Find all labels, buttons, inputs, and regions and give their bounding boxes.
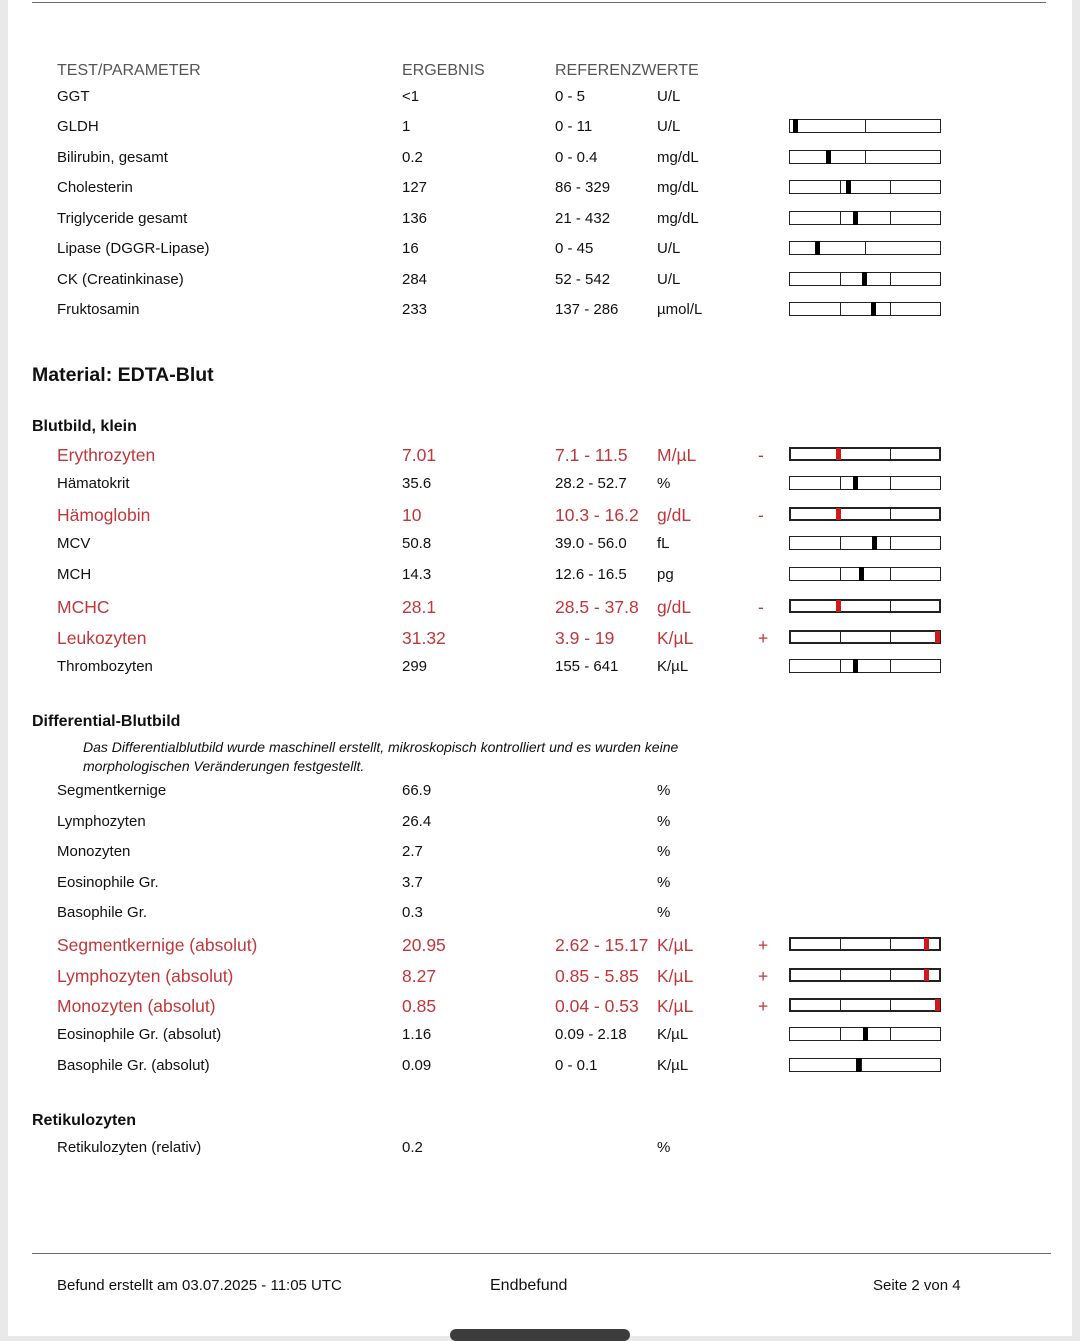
value-marker [924, 938, 929, 950]
range-bar-tick [890, 568, 891, 580]
unit: % [657, 843, 671, 860]
unit: U/L [657, 240, 681, 257]
reference-range: 39.0 - 56.0 [555, 535, 627, 552]
result-row [0, 655, 1080, 679]
result-value: 28.1 [402, 597, 437, 617]
result-row [0, 85, 1080, 109]
result-row [0, 810, 1080, 834]
range-bar [789, 1027, 941, 1041]
reference-range: 12.6 - 16.5 [555, 566, 627, 583]
range-bar-tick [890, 970, 891, 980]
value-marker [853, 659, 858, 673]
range-bar [789, 536, 941, 550]
range-bar-tick [840, 537, 841, 549]
scroll-handle[interactable] [450, 1329, 630, 1341]
result-row [0, 176, 1080, 200]
test-name: Lipase (DGGR-Lipase) [57, 240, 210, 257]
reference-range: 0 - 45 [555, 240, 594, 257]
value-marker [924, 969, 929, 981]
range-bar [789, 567, 941, 581]
value-marker [853, 211, 858, 225]
unit: % [657, 1139, 671, 1156]
reference-range: 0 - 0.4 [555, 149, 598, 166]
range-bar-tick [840, 939, 841, 949]
result-value: 20.95 [402, 935, 446, 955]
unit: % [657, 475, 671, 492]
reference-range: 21 - 432 [555, 210, 611, 227]
test-name: MCHC [57, 597, 110, 617]
value-marker [863, 1027, 868, 1041]
range-bar-tick [840, 632, 841, 642]
test-name: Segmentkernige [57, 782, 167, 799]
range-bar-tick [865, 151, 866, 163]
footer-status: Endbefund [490, 1277, 568, 1294]
result-row [0, 503, 1080, 527]
range-bar [789, 659, 941, 673]
value-marker [859, 567, 864, 581]
range-bar-tick [840, 970, 841, 980]
value-marker [871, 302, 876, 316]
test-name: Hämatokrit [57, 475, 130, 492]
unit: U/L [657, 118, 681, 135]
value-marker [836, 448, 841, 460]
unit: g/dL [657, 505, 692, 525]
result-value: 31.32 [402, 628, 446, 648]
test-name: Lymphozyten [57, 813, 146, 830]
range-bar-tick [890, 181, 891, 193]
flag: - [758, 445, 764, 465]
range-bar [789, 302, 941, 316]
result-value: 3.7 [402, 874, 423, 891]
range-bar [789, 937, 941, 951]
result-value: 1 [402, 118, 411, 135]
unit: K/µL [657, 658, 689, 675]
blutbild-heading: Blutbild, klein [32, 418, 137, 435]
test-name: Monozyten (absolut) [57, 996, 216, 1016]
value-marker [935, 631, 940, 643]
range-bar-tick [890, 212, 891, 224]
value-marker [815, 241, 820, 255]
test-name: Erythrozyten [57, 445, 156, 465]
result-value: 26.4 [402, 813, 432, 830]
range-bar-tick [840, 568, 841, 580]
reference-range: 28.5 - 37.8 [555, 597, 639, 617]
result-row [0, 115, 1080, 139]
result-value: 233 [402, 301, 428, 318]
unit: K/µL [657, 935, 694, 955]
test-name: CK (Creatinkinase) [57, 271, 184, 288]
unit: K/µL [657, 966, 694, 986]
value-marker [793, 119, 798, 133]
range-bar [789, 180, 941, 194]
reference-range: 155 - 641 [555, 658, 619, 675]
result-value: 7.01 [402, 445, 437, 465]
range-bar [789, 272, 941, 286]
unit: M/µL [657, 445, 697, 465]
result-value: 299 [402, 658, 428, 675]
range-bar-tick [840, 303, 841, 315]
unit: U/L [657, 271, 681, 288]
range-bar-tick [865, 242, 866, 254]
result-value: <1 [402, 88, 420, 105]
result-value: 2.7 [402, 843, 423, 860]
result-value: 35.6 [402, 475, 432, 492]
range-bar [789, 476, 941, 490]
range-bar-tick [840, 1028, 841, 1040]
result-row [0, 237, 1080, 261]
header-reference: REFERENZWERTE [555, 62, 699, 79]
result-value: 1.16 [402, 1026, 432, 1043]
unit: K/µL [657, 1026, 689, 1043]
range-bar-tick [840, 477, 841, 489]
result-row [0, 1054, 1080, 1078]
range-bar-tick [840, 181, 841, 193]
result-value: 0.2 [402, 149, 423, 166]
value-marker [853, 476, 858, 490]
result-row [0, 298, 1080, 322]
range-bar [789, 447, 941, 461]
range-bar [789, 211, 941, 225]
flag: - [758, 505, 764, 525]
test-name: Leukozyten [57, 628, 147, 648]
test-name: GGT [57, 88, 90, 105]
reference-range: 3.9 - 19 [555, 628, 615, 648]
result-value: 50.8 [402, 535, 432, 552]
reference-range: 86 - 329 [555, 179, 611, 196]
value-marker [826, 150, 831, 164]
reference-range: 10.3 - 16.2 [555, 505, 639, 525]
footer-rule [32, 1253, 1051, 1254]
test-name: Basophile Gr. [57, 904, 148, 921]
result-row [0, 443, 1080, 467]
range-bar [789, 119, 941, 133]
range-bar-tick [890, 509, 891, 519]
range-bar-tick [890, 939, 891, 949]
range-bar-tick [890, 449, 891, 459]
test-name: Retikulozyten (relativ) [57, 1139, 202, 1156]
range-bar-tick [890, 303, 891, 315]
range-bar-tick [865, 120, 866, 132]
range-bar-tick [840, 1000, 841, 1010]
unit: mg/dL [657, 149, 699, 166]
range-bar-tick [840, 273, 841, 285]
unit: % [657, 874, 671, 891]
result-row [0, 472, 1080, 496]
range-bar-tick [861, 1059, 862, 1071]
result-value: 14.3 [402, 566, 432, 583]
range-bar-tick [890, 537, 891, 549]
range-bar [789, 241, 941, 255]
result-value: 0.85 [402, 996, 437, 1016]
value-marker [856, 1058, 861, 1072]
result-row [0, 626, 1080, 650]
result-row [0, 871, 1080, 895]
flag: - [758, 597, 764, 617]
result-value: 0.2 [402, 1139, 423, 1156]
unit: mg/dL [657, 179, 699, 196]
test-name: Eosinophile Gr. [57, 874, 159, 891]
unit: U/L [657, 88, 681, 105]
value-marker [935, 999, 940, 1011]
range-bar [789, 1058, 941, 1072]
range-bar-tick [890, 1000, 891, 1010]
reference-range: 0.04 - 0.53 [555, 996, 639, 1016]
unit: µmol/L [657, 301, 703, 318]
result-row [0, 207, 1080, 231]
unit: g/dL [657, 597, 692, 617]
result-row [0, 994, 1080, 1018]
result-row [0, 779, 1080, 803]
reference-range: 2.62 - 15.17 [555, 935, 649, 955]
value-marker [862, 272, 867, 286]
result-row [0, 563, 1080, 587]
unit: % [657, 904, 671, 921]
unit: pg [657, 566, 674, 583]
material-heading: Material: EDTA-Blut [32, 364, 214, 386]
result-value: 136 [402, 210, 428, 227]
reference-range: 28.2 - 52.7 [555, 475, 627, 492]
range-bar [789, 150, 941, 164]
range-bar-tick [840, 212, 841, 224]
test-name: Cholesterin [57, 179, 133, 196]
result-row [0, 964, 1080, 988]
result-value: 127 [402, 179, 428, 196]
result-row [0, 146, 1080, 170]
test-name: Triglyceride gesamt [57, 210, 188, 227]
reference-range: 52 - 542 [555, 271, 611, 288]
range-bar-tick [890, 477, 891, 489]
reference-range: 7.1 - 11.5 [555, 445, 628, 465]
result-row [0, 595, 1080, 619]
unit: K/µL [657, 1057, 689, 1074]
footer-page: Seite 2 von 4 [873, 1277, 961, 1294]
unit: mg/dL [657, 210, 699, 227]
test-name: Lymphozyten (absolut) [57, 966, 234, 986]
header-result: ERGEBNIS [402, 62, 485, 79]
test-name: Thrombozyten [57, 658, 153, 675]
test-name: Monozyten [57, 843, 131, 860]
result-value: 8.27 [402, 966, 437, 986]
reference-range: 0.09 - 2.18 [555, 1026, 627, 1043]
test-name: Eosinophile Gr. (absolut) [57, 1026, 222, 1043]
value-marker [836, 600, 841, 612]
differential-note: Das Differentialblutbild wurde maschinell erstellt, mikroskopisch kontrolliert und es wurden keine morphologischen Veränderungen festgestellt. [83, 739, 679, 774]
result-value: 0.09 [402, 1057, 432, 1074]
test-name: Segmentkernige (absolut) [57, 935, 258, 955]
test-name: MCH [57, 566, 92, 583]
result-row [0, 933, 1080, 957]
test-name: Bilirubin, gesamt [57, 149, 168, 166]
range-bar [789, 507, 941, 521]
test-name: MCV [57, 535, 91, 552]
unit: K/µL [657, 628, 694, 648]
value-marker [872, 536, 877, 550]
range-bar-tick [890, 273, 891, 285]
range-bar [789, 998, 941, 1012]
test-name: Basophile Gr. (absolut) [57, 1057, 210, 1074]
result-value: 66.9 [402, 782, 432, 799]
test-name: GLDH [57, 118, 99, 135]
range-bar [789, 599, 941, 613]
result-value: 16 [402, 240, 419, 257]
range-bar-tick [890, 1028, 891, 1040]
unit: fL [657, 535, 670, 552]
test-name: Hämoglobin [57, 505, 151, 525]
result-value: 284 [402, 271, 428, 288]
reference-range: 137 - 286 [555, 301, 619, 318]
reference-range: 0 - 11 [555, 118, 593, 135]
top-rule [32, 2, 1046, 3]
header-test: TEST/PARAMETER [57, 62, 201, 79]
reference-range: 0 - 5 [555, 88, 586, 105]
result-value: 10 [402, 505, 422, 525]
unit: K/µL [657, 996, 694, 1016]
value-marker [846, 180, 851, 194]
result-row [0, 901, 1080, 925]
range-bar-tick [890, 601, 891, 611]
test-name: Fruktosamin [57, 301, 140, 318]
flag: + [758, 966, 769, 986]
flag: + [758, 996, 769, 1016]
flag: + [758, 935, 769, 955]
range-bar [789, 630, 941, 644]
result-value: 0.3 [402, 904, 423, 921]
result-row [0, 268, 1080, 292]
result-row [0, 1136, 1080, 1160]
result-row [0, 840, 1080, 864]
retikulozyten-heading: Retikulozyten [32, 1112, 137, 1129]
range-bar-tick [890, 660, 891, 672]
reference-range: 0 - 0.1 [555, 1057, 598, 1074]
footer-created: Befund erstellt am 03.07.2025 - 11:05 UTC [57, 1277, 342, 1294]
unit: % [657, 782, 671, 799]
result-row [0, 1023, 1080, 1047]
flag: + [758, 628, 769, 648]
unit: % [657, 813, 671, 830]
reference-range: 0.85 - 5.85 [555, 966, 639, 986]
differential-heading: Differential-Blutbild [32, 713, 181, 730]
result-row [0, 532, 1080, 556]
range-bar-tick [840, 660, 841, 672]
range-bar [789, 968, 941, 982]
value-marker [836, 508, 841, 520]
range-bar-tick [890, 632, 891, 642]
